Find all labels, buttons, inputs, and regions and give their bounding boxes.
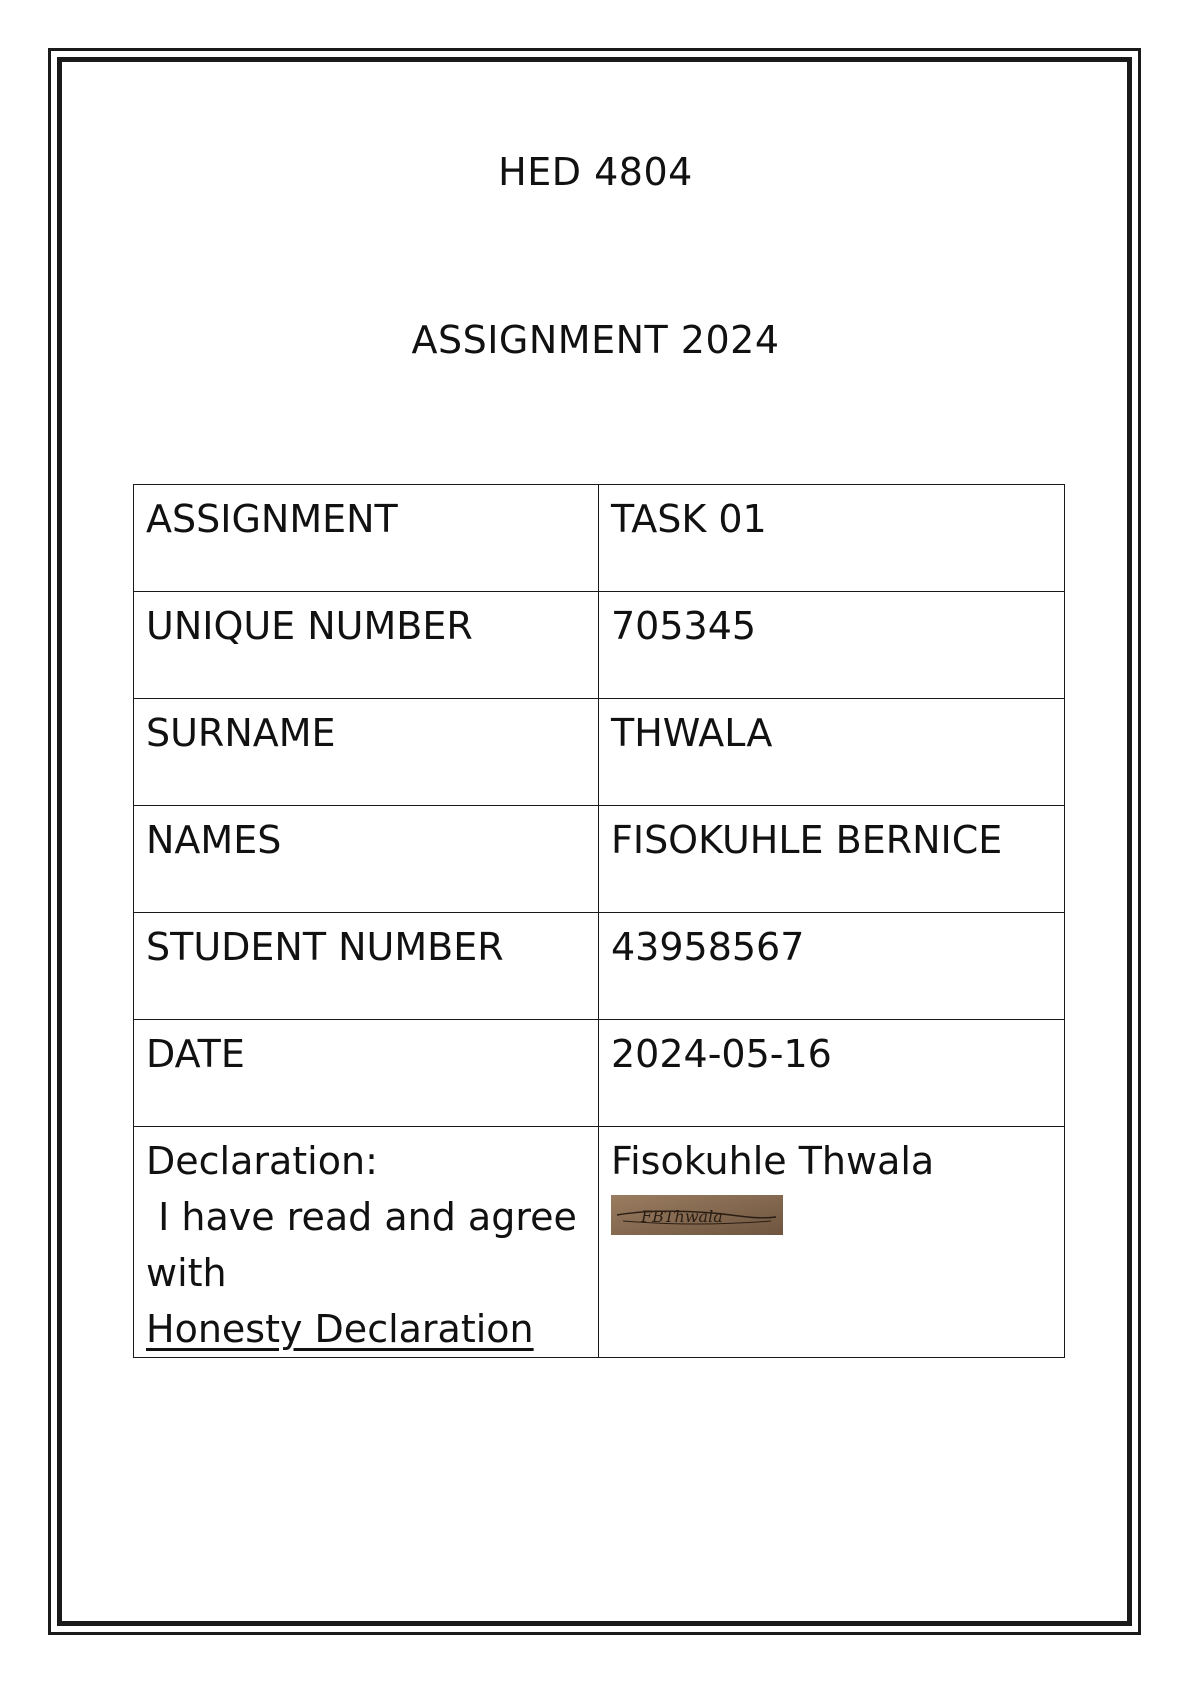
signature-image bbox=[611, 1195, 783, 1235]
declaration-text-line2: with bbox=[146, 1251, 227, 1295]
declaration-heading: Declaration: bbox=[146, 1139, 378, 1183]
signer-name: Fisokuhle Thwala bbox=[611, 1139, 935, 1183]
table-row-declaration bbox=[134, 1127, 1065, 1358]
signature-text: FBThwala bbox=[641, 1207, 723, 1226]
label-cell: SURNAME bbox=[134, 699, 599, 806]
value-cell: FISOKUHLE BERNICE bbox=[599, 806, 1065, 913]
table-row-unique-number bbox=[134, 592, 1065, 699]
label-cell: DATE bbox=[134, 1020, 599, 1127]
label-cell: ASSIGNMENT bbox=[134, 485, 599, 592]
table-row-names bbox=[134, 806, 1065, 913]
value-cell: 705345 bbox=[599, 592, 1065, 699]
value-cell: 43958567 bbox=[599, 913, 1065, 1020]
value-cell: 2024-05-16 bbox=[599, 1020, 1065, 1127]
label-cell: STUDENT NUMBER bbox=[134, 913, 599, 1020]
signature-cell bbox=[599, 1127, 1065, 1358]
table-row-date bbox=[134, 1020, 1065, 1127]
value-cell: THWALA bbox=[599, 699, 1065, 806]
value-cell: TASK 01 bbox=[599, 485, 1065, 592]
declaration-text-line1: I have read and agree bbox=[146, 1195, 577, 1239]
table-row-surname bbox=[134, 699, 1065, 806]
table-row-assignment bbox=[134, 485, 1065, 592]
assignment-title: ASSIGNMENT 2024 bbox=[411, 318, 780, 362]
label-cell: UNIQUE NUMBER bbox=[134, 592, 599, 699]
label-cell: NAMES bbox=[134, 806, 599, 913]
honesty-declaration-link[interactable]: Honesty Declaration bbox=[146, 1307, 534, 1351]
declaration-cell bbox=[134, 1127, 599, 1358]
course-code: HED 4804 bbox=[498, 150, 693, 194]
table-row-student-number bbox=[134, 913, 1065, 1020]
cover-details-table bbox=[133, 484, 1065, 1358]
